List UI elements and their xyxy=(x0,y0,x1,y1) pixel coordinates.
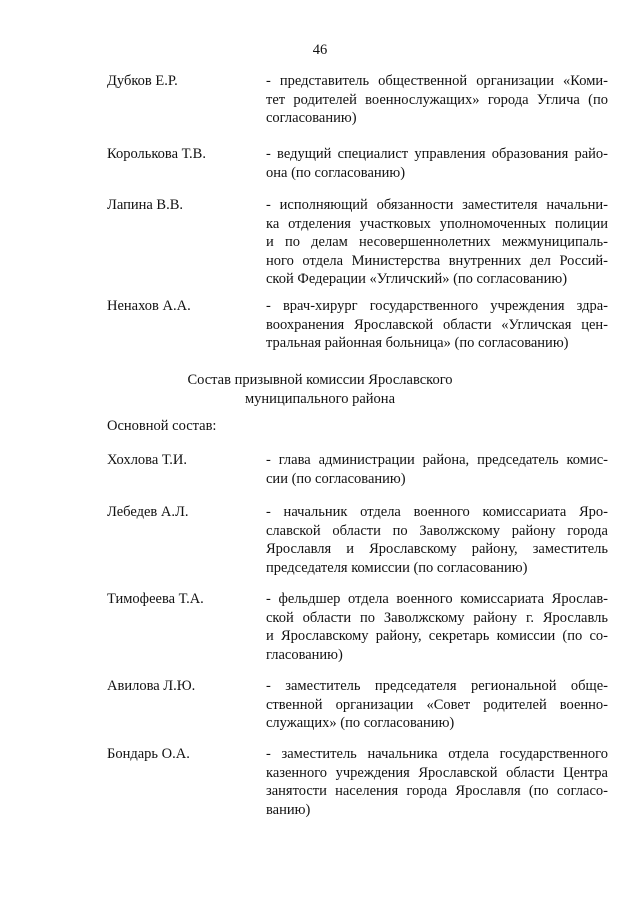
member-role-line: занятости населения города Ярославля (по согласо- xyxy=(266,783,608,799)
member-role xyxy=(266,590,608,664)
member-role-line: - исполняющий обязанности заместителя начальни- xyxy=(266,197,608,213)
member-role-line: ской области по Заволжскому району г. Ярославль xyxy=(266,609,608,626)
member-role-line: ного отдела Министерства внутренних дел Россий- xyxy=(266,252,608,269)
section-subheading: Основной состав: xyxy=(107,418,217,434)
member-role xyxy=(266,145,608,182)
member-name: Хохлова Т.И. xyxy=(107,452,188,468)
member-name: Бондарь О.А. xyxy=(107,746,190,762)
member-name: Лапина В.В. xyxy=(107,197,184,213)
member-role-line: председателя комиссии (по согласованию) xyxy=(266,559,528,576)
page-number: 46 xyxy=(312,42,328,58)
member-role xyxy=(266,745,608,819)
member-role-line: ванию) xyxy=(266,801,311,818)
member-role xyxy=(266,503,608,577)
member-role-line: воохранения Ярославской области «Угличская цен- xyxy=(266,316,608,333)
member-role-line: согласованию) xyxy=(266,110,357,126)
member-role xyxy=(266,297,608,353)
member-name: Тимофеева Т.А. xyxy=(107,591,204,607)
member-role xyxy=(266,72,608,128)
member-role-line: - заместитель председателя региональной обще- xyxy=(266,678,608,694)
member-role-line: - представитель общественной организации «Коми- xyxy=(266,73,608,89)
member-name: Ненахов А.А. xyxy=(107,298,191,314)
member-role-line: тральная районная больница» (по согласованию) xyxy=(266,335,569,351)
member-name: Авилова Л.Ю. xyxy=(107,678,196,694)
member-role xyxy=(266,451,608,488)
member-role-line: - заместитель начальника отдела государственного xyxy=(266,746,608,762)
member-role-line: тет родителей военнослужащих» города Углича (по xyxy=(266,91,608,108)
member-role-line: - начальник отдела военного комиссариата Яро- xyxy=(266,504,608,520)
member-role-line: ственной организации «Совет родителей военно- xyxy=(266,696,608,713)
member-role-line: служащих» (по согласованию) xyxy=(266,715,455,731)
member-role-line: сии (по согласованию) xyxy=(266,470,406,487)
member-role-line: - врач-хирург государственного учреждения здра- xyxy=(266,298,608,314)
member-name: Дубков Е.Р. xyxy=(107,73,178,89)
member-role-line: гласованию) xyxy=(266,646,343,663)
member-role xyxy=(266,677,608,733)
member-role-line: ка отделения участковых уполномоченных полиции xyxy=(266,215,608,232)
member-role-line: - глава администрации района, председатель комис- xyxy=(266,452,608,468)
member-role xyxy=(266,196,608,289)
section-title-line-1: Состав призывной комиссии Ярославского xyxy=(187,372,453,388)
member-role-line: и Ярославскому району, секретарь комиссии (по со- xyxy=(266,628,608,644)
member-role-line: казенного учреждения Ярославской области Центра xyxy=(266,764,608,781)
member-role-line: она (по согласованию) xyxy=(266,164,406,181)
section-title xyxy=(0,371,640,408)
member-role-line: - ведущий специалист управления образования райо- xyxy=(266,146,608,162)
member-role-line: славской области по Заволжскому району города xyxy=(266,522,608,539)
member-role-line: - фельдшер отдела военного комиссариата Ярослав- xyxy=(266,591,608,607)
member-role-line: и по делам несовершеннолетних межмуниципаль- xyxy=(266,234,608,250)
member-role-line: ской Федерации «Угличский» (по согласованию) xyxy=(266,271,568,287)
member-name: Королькова Т.В. xyxy=(107,146,206,162)
section-title-line-2: муниципального района xyxy=(245,390,395,407)
member-role-line: Ярославля и Ярославскому району, заместитель xyxy=(266,541,608,557)
member-name: Лебедев А.Л. xyxy=(107,504,189,520)
